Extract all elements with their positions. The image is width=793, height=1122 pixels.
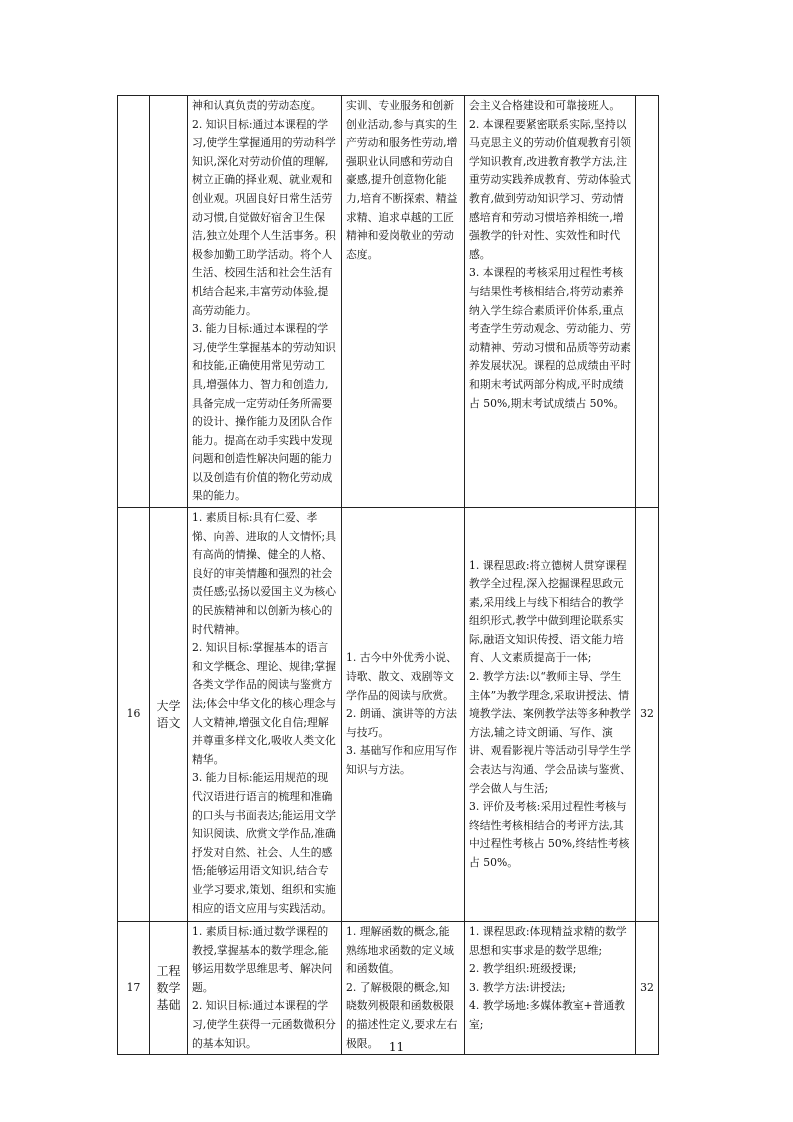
teaching-requirements <box>465 508 636 922</box>
objectives-text: 神和认真负责的劳动态度。 2. 知识目标:通过本课程的学习,使学生掌握通用的劳动科学知识,深化对劳动价值的理解,树立正确的择业观、就业观和创业观。巩固良好日常生活劳动习惯,自觉做好宿舍卫生保洁,独立处理个人生活事务。积极参加勤工助学活动。将个人生活、校园生活和社会生活有机结合起来,丰富劳动体验,提高劳动能力。 3. 能力目标:通过本课程的学习,使学生掌握基本的劳动知识和技能,正确使用常见劳动工具,增强体力、智力和创造力,具备完成一定劳动任务所需要的设计、操作能力及团队合作能力。提高在动手实践中发现问题和创造性解决问题的能力以及创造有价值的物化劳动成果的能力。 <box>192 99 336 503</box>
course-hours: 32 <box>636 922 659 1055</box>
requirements-text: 1. 课程思政:将立德树人贯穿课程教学全过程,深入挖掘课程思政元素,采用线上与线下相结合的教学组织形式,教学中做到理论联系实际,融语文知识传授、语文能力培育、人文素质提高于一体; 2. 教学方法:以“教师主导、学生主体”为教学理念,采取讲授法、情境教学法、案例教学法等多种教学方法,辅之诗文朗诵、写作、演讲、观看影视片等活动引导学生学会表达与沟通、学会品读与鉴赏、学会做人与生活; 3. 评价及考核:采用过程性考核与终结性考核相结合的考评方法,其中过程性考核占 50%,终结性考核占 50%。 <box>469 558 631 870</box>
course-name <box>150 96 188 508</box>
curriculum-table <box>117 95 659 1055</box>
requirements-text: 1. 课程思政:体现精益求精的数学思想和实事求是的数学思维; 2. 教学组织:班级授课; 3. 教学方法:讲授法; 4. 教学场地:多媒体教室+普通教室; <box>469 925 627 1032</box>
teaching-requirements <box>465 922 636 1055</box>
course-content <box>342 508 465 922</box>
page-number: 11 <box>388 1040 405 1054</box>
course-name: 工程数学基础 <box>150 922 188 1055</box>
course-hours <box>636 96 659 508</box>
objectives-text: 1. 素质目标:具有仁爱、孝悌、向善、进取的人文情怀;具有高尚的情操、健全的人格、良好的审美情趣和强烈的社会责任感;弘扬以爱国主义为核心的民族精神和以创新为核心的时代精神。 2. 知识目标:掌握基本的语言和文学概念、理论、规律;掌握各类文学作品的阅读与鉴赏方法;体会中华文化的核心理念与人文精神,增强文化自信;理解并尊重多样文化,吸收人类文化精华。 3. 能力目标:能运用规范的现代汉语进行语言的梳理和准确的口头与书面表达;能运用文学知识阅读、欣赏文学作品,准确抒发对自然、社会、人生的感悟;能够运用语文知识,结合专业学习要求,策划、组织和实施相应的语文应用与实践活动。 <box>192 511 336 915</box>
course-number: 16 <box>118 508 150 922</box>
table-row <box>118 508 659 922</box>
table-row <box>118 96 659 508</box>
table-row <box>118 922 659 1055</box>
content-text: 1. 理解函数的概念,能熟练地求函数的定义域和函数值。 2. 了解极限的概念,知晓数列极限和函数极限的描述性定义,要求左右极限。 <box>346 925 458 1050</box>
content-text: 实训、专业服务和创新创业活动,参与真实的生产劳动和服务性劳动,增强职业认同感和劳动自豪感,提升创意物化能力,培育不断探索、精益求精、追求卓越的工匠精神和爱岗敬业的劳动态度。 <box>346 99 458 261</box>
course-content <box>342 96 465 508</box>
course-content <box>342 922 465 1055</box>
course-number <box>118 96 150 508</box>
course-number: 17 <box>118 922 150 1055</box>
course-objectives <box>188 922 342 1055</box>
course-objectives <box>188 96 342 508</box>
course-hours: 32 <box>636 508 659 922</box>
requirements-text: 会主义合格建设和可靠接班人。 2. 本课程要紧密联系实际,坚持以马克思主义的劳动价值观教育引领学知识教育,改进教育教学方法,注重劳动实践养成教育、劳动体验式教育,做到劳动知识学习、劳动情感培育和劳动习惯培养相统一,增强教学的针对性、实效性和时代感。 3. 本课程的考核采用过程性考核与结果性考核相结合,将劳动素养纳入学生综合素质评价体系,重点考查学生劳动观念、劳动能力、劳动精神、劳动习惯和品质等劳动素养发展状况。课程的总成绩由平时和期末考试两部分构成,平时成绩占 50%,期末考试成绩占 50%。 <box>469 99 631 410</box>
teaching-requirements <box>465 96 636 508</box>
course-objectives <box>188 508 342 922</box>
objectives-text: 1. 素质目标:通过数学课程的教授,掌握基本的数学理念,能够运用数学思维思考、解决问题。 2. 知识目标:通过本课程的学习,使学生获得一元函数微积分的基本知识。 <box>192 925 336 1050</box>
content-text: 1. 古今中外优秀小说、诗歌、散文、戏剧等文学作品的阅读与欣赏。 2. 朗诵、演讲等的方法与技巧。 3. 基础写作和应用写作知识与方法。 <box>346 651 457 777</box>
course-name: 大学语文 <box>150 508 188 922</box>
